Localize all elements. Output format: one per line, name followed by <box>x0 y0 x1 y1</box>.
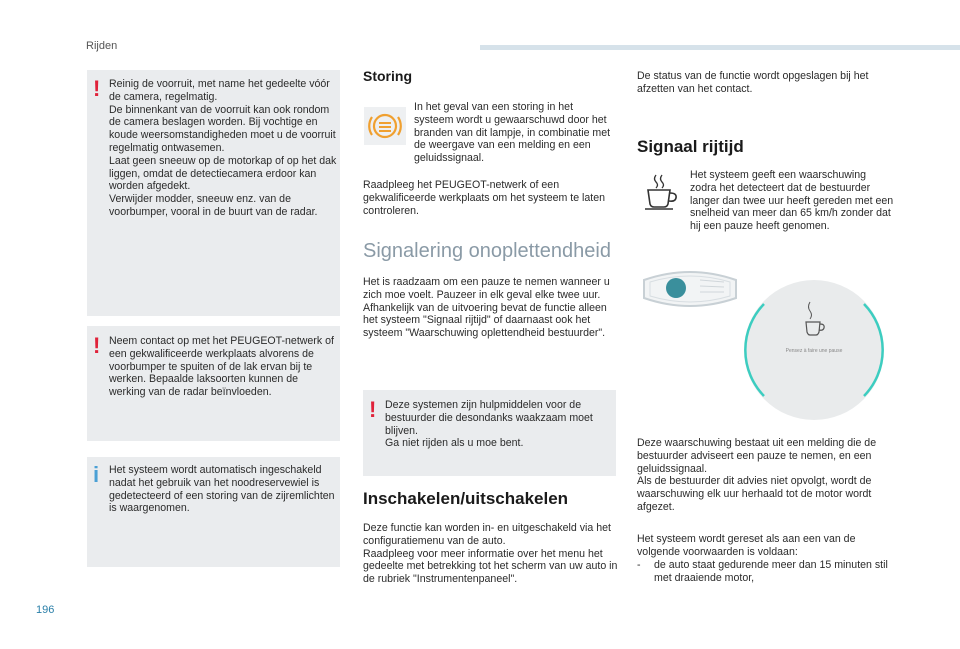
gereset-text: Het systeem wordt gereset als aan een van de volgende voorwaarden is voldaan: <box>637 533 856 558</box>
warning-text-paint: Neem contact op met het PEUGEOT-netwerk of een gekwalificeerde werkplaats alvorens de voorbumper te spuiten of de lak ervan bij te werken. Bepaalde laksoorten kunnen de werking van de radar beïnvloeden. <box>109 335 334 399</box>
warning-icon: ! <box>93 76 101 101</box>
storing-text-2: Raadpleeg het PEUGEOT-netwerk of een gekwalificeerde werkplaats om het systeem te laten controleren. <box>363 179 606 217</box>
storing-heading: Storing <box>363 68 412 84</box>
list-item-text: de auto staat gedurende meer dan 15 minuten stil met draaiende motor, <box>654 559 888 584</box>
coffee-cup-icon <box>640 172 682 212</box>
reset-conditions-list <box>637 559 892 585</box>
signaal-text: Het systeem geeft een waarschuwing zodra het detecteert dat de bestuurder langer dan twee uur heeft gereden met een snelheid van meer dan 65 km/h zonder dat hij een pauze heeft genomen. <box>690 169 894 233</box>
break-warning-display <box>738 274 890 426</box>
warning-text-systems: Deze systemen zijn hulpmiddelen voor de bestuurder die desondanks waakzaam moet blijven. Ga niet rijden als u moe bent. <box>385 399 593 450</box>
status-text: De status van de functie wordt opgeslagen bij het afzetten van het contact. <box>637 70 869 95</box>
warning-icon: ! <box>369 397 377 422</box>
warning-box-paint <box>87 326 340 441</box>
display-caption: Pensez à faire une pause <box>785 348 843 354</box>
info-icon: i <box>93 462 100 487</box>
waarschuwing-text: Deze waarschuwing bestaat uit een melding die de bestuurder adviseert een pauze te nemen, en een geluidssignaal. Als de bestuurder dit advies niet opvolgt, wordt de waarschuwing elk uur herhaald tot de motor wordt afgezet. <box>637 437 877 513</box>
signalering-text: Het is raadzaam om een pauze te nemen wanneer u zich moe voelt. Pauzeer in elk geval elke twee uur. Afhankelijk van de uitvoering bevat de functie alleen het systeem "Signaal rijtijd" of daarnaast ook het systeem "Waarschuwing oplettendheid bestuurder". <box>363 276 610 340</box>
header-bar <box>480 45 960 50</box>
info-text-auto: Het systeem wordt automatisch ingeschakeld nadat het gebruik van het noodreservewiel is gedetecteerd of een storing van de zijremlichten is waargenomen. <box>109 464 335 515</box>
warning-box-systems <box>363 390 616 476</box>
fault-warning-lamp-icon <box>364 107 406 145</box>
info-box-auto <box>87 457 340 567</box>
list-item <box>637 559 892 585</box>
warning-icon: ! <box>93 333 101 358</box>
warning-text-windscreen: Reinig de voorruit, met name het gedeelte vóór de camera, regelmatig. De binnenkant van de voorruit kan ook rondom de camera beslagen worden. Bij vochtige en koude weersomstandigheden moet u de voorruit regelmatig ontwasemen. Laat geen sneeuw op de motorkap of op het dak liggen, omdat de detectiecamera erdoor kan worden afgedekt. Verwijder modder, sneeuw enz. van de voorbumper, vooral in de buurt van de radar. <box>109 78 337 218</box>
signaal-heading: Signaal rijtijd <box>637 137 744 156</box>
page-number: 196 <box>36 604 55 616</box>
inschakelen-text: Deze functie kan worden in- en uitgeschakeld via het configuratiemenu van de auto. Raadpleeg voor meer informatie over het menu het gedeelte met betrekking tot het scherm van uw auto in de rubriek "Instrumentenpaneel". <box>363 522 618 586</box>
inschakelen-heading: Inschakelen/uitschakelen <box>363 489 569 508</box>
section-title: Rijden <box>86 40 118 52</box>
signalering-heading: Signalering onoplettendheid <box>363 240 611 262</box>
warning-box-windscreen <box>87 70 340 316</box>
instrument-panel-illustration <box>640 266 740 312</box>
list-dash: - <box>637 559 641 571</box>
storing-text: In het geval van een storing in het systeem wordt u gewaarschuwd door het branden van dit lampje, in combinatie met de weergave van een melding en een geluidssignaal. <box>414 101 611 165</box>
